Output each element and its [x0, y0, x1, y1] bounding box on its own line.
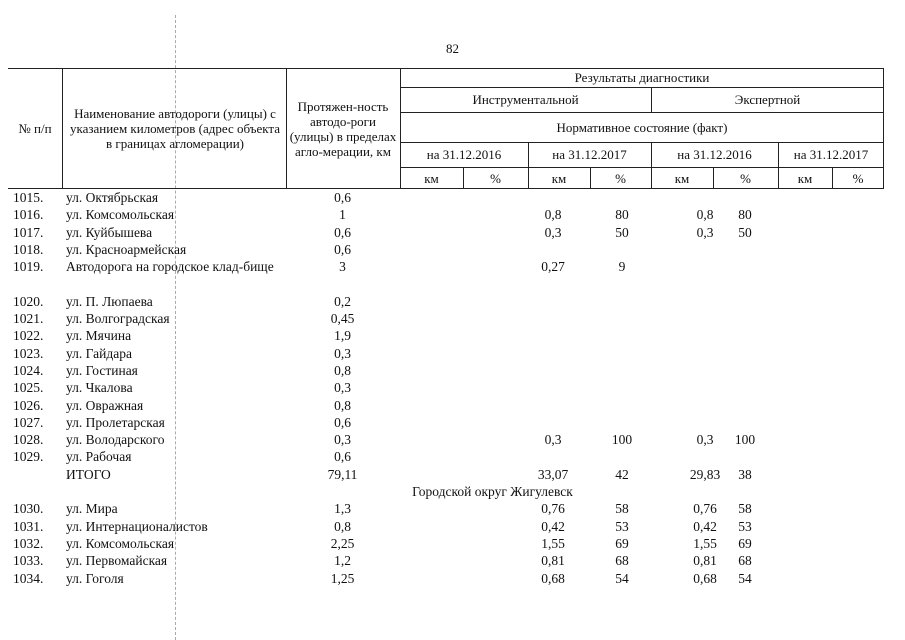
table-row — [0, 414, 905, 431]
row-expert-pct: 53 — [738, 518, 752, 534]
table-row — [0, 241, 905, 258]
row-instr-km: 0,3 — [544, 432, 562, 448]
row-number: 1019. — [13, 259, 44, 275]
row-instr-pct: 68 — [615, 553, 629, 569]
row-name: ул. Первомайская — [66, 553, 168, 569]
table-row — [0, 206, 905, 223]
row-length: 0,3 — [334, 380, 351, 396]
header-km: км — [674, 170, 690, 186]
header-date-2017-b: на 31.12.2017 — [793, 147, 869, 162]
row-instr-pct: 80 — [615, 207, 629, 223]
row-expert-pct: 69 — [738, 535, 752, 551]
table-row — [0, 189, 905, 206]
row-number: 1020. — [13, 293, 44, 309]
row-name: Автодорога на городское клад-бище — [66, 259, 274, 275]
row-length: 0,45 — [330, 311, 355, 327]
row-expert-km: 0,8 — [696, 207, 714, 223]
row-expert-km: 0,81 — [693, 553, 717, 569]
row-instr-km: 33,07 — [537, 466, 569, 482]
row-number: 1028. — [13, 432, 44, 448]
row-number: 1018. — [13, 241, 44, 257]
header-km: км — [424, 170, 439, 186]
row-length: 0,6 — [334, 449, 351, 465]
row-instr-km: 0,27 — [541, 259, 565, 275]
header-km: км — [551, 170, 567, 186]
header-km: км — [797, 170, 813, 186]
header-results: Результаты диагностики — [574, 70, 710, 85]
header-date-2017-a: на 31.12.2017 — [552, 147, 627, 162]
table-row — [0, 518, 905, 535]
row-expert-km: 29,83 — [689, 466, 721, 482]
row-number: 1017. — [13, 224, 44, 240]
table-header — [8, 68, 884, 188]
row-expert-pct: 54 — [738, 570, 752, 586]
row-expert-pct: 68 — [738, 553, 752, 569]
table-row — [0, 224, 905, 241]
row-number: 1023. — [13, 345, 44, 361]
row-number: 1030. — [13, 501, 44, 517]
row-name: ул. П. Люпаева — [66, 293, 153, 309]
table-row — [0, 327, 905, 344]
row-length: 0,6 — [334, 190, 351, 205]
table-row — [0, 362, 905, 379]
row-length: 0,8 — [334, 397, 351, 413]
row-name: ул. Овражная — [66, 397, 144, 413]
row-name: ИТОГО — [66, 466, 111, 482]
header-normative: Нормативное состояние (факт) — [556, 119, 728, 135]
row-length: 0,2 — [334, 293, 351, 309]
header-col-name: Наименование автодороги (улицы) с указанием километров (адрес объекта в границах агломерации) — [69, 106, 281, 151]
row-number: 1022. — [13, 328, 44, 344]
page-number: 82 — [446, 41, 459, 56]
row-instr-pct: 9 — [618, 259, 626, 275]
row-instr-pct: 100 — [611, 432, 633, 448]
row-number: 1034. — [13, 570, 44, 586]
header-col-length: Протяжен-ность автодо-роги (улицы) в пределах агло-мерации, км — [289, 98, 397, 159]
row-name: ул. Чкалова — [66, 380, 133, 396]
section-title: Городской округ Жигулевск — [412, 484, 573, 500]
row-expert-pct: 58 — [738, 501, 752, 517]
table-row — [0, 552, 905, 569]
row-instr-pct: 69 — [615, 535, 629, 551]
header-pct: % — [615, 170, 626, 186]
row-length: 0,6 — [334, 224, 351, 240]
row-expert-km: 0,68 — [693, 570, 717, 586]
table-row — [0, 310, 905, 327]
row-length: 0,3 — [334, 345, 351, 361]
row-instr-pct: 58 — [615, 501, 629, 517]
header-date-2016-b: на 31.12.2016 — [677, 147, 752, 162]
row-length: 1 — [339, 207, 346, 223]
row-length: 0,6 — [334, 414, 351, 430]
row-instr-km: 0,68 — [541, 570, 565, 586]
row-number: 1024. — [13, 362, 44, 378]
row-expert-km: 0,3 — [696, 224, 714, 240]
row-length: 1,25 — [330, 570, 355, 586]
row-instr-km: 0,3 — [544, 224, 562, 240]
row-number: 1029. — [13, 449, 44, 465]
table-row — [0, 431, 905, 448]
row-length: 1,3 — [334, 501, 351, 517]
row-name: ул. Октябрьская — [66, 190, 159, 205]
row-name: ул. Комсомольская — [66, 535, 175, 551]
header-pct: % — [490, 170, 501, 186]
header-pct: % — [740, 170, 751, 186]
table-row — [0, 258, 905, 293]
row-length: 0,6 — [334, 241, 351, 257]
table-row — [0, 570, 905, 587]
row-length: 0,8 — [334, 518, 351, 534]
header-date-2016-a: на 31.12.2016 — [426, 147, 502, 162]
row-instr-km: 1,55 — [541, 535, 565, 551]
row-instr-km: 0,8 — [544, 207, 562, 223]
row-name: ул. Интернационалистов — [66, 518, 208, 534]
row-expert-km: 0,3 — [696, 432, 714, 448]
row-expert-pct: 38 — [738, 466, 752, 482]
row-name: ул. Рабочая — [66, 449, 132, 465]
row-instr-km: 0,81 — [541, 553, 565, 569]
row-number: 1016. — [13, 207, 44, 223]
row-length: 1,2 — [334, 553, 351, 569]
row-instr-pct: 42 — [615, 466, 629, 482]
table-row — [0, 345, 905, 362]
row-length: 2,25 — [330, 535, 355, 551]
row-length: 1,9 — [334, 328, 351, 344]
table-row — [0, 500, 905, 517]
row-number: 1025. — [13, 380, 44, 396]
row-number: 1027. — [13, 414, 44, 430]
table-row — [0, 535, 905, 552]
row-expert-pct: 50 — [738, 224, 752, 240]
row-length: 79,11 — [327, 466, 358, 482]
row-length: 0,3 — [334, 432, 351, 448]
row-number: 1026. — [13, 397, 44, 413]
header-expert: Экспертной — [734, 92, 801, 107]
row-instr-km: 0,76 — [541, 501, 565, 517]
row-name: ул. Володарского — [66, 432, 165, 448]
row-name: ул. Гоголя — [66, 570, 124, 586]
table-row — [0, 397, 905, 414]
row-expert-km: 0,76 — [693, 501, 717, 517]
row-number: 1021. — [13, 311, 44, 327]
row-name: ул. Мира — [66, 501, 118, 517]
header-instrumental: Инструментальной — [472, 92, 579, 107]
header-pct: % — [852, 170, 864, 186]
row-expert-pct: 100 — [734, 432, 756, 448]
table-row — [0, 466, 905, 483]
row-name: ул. Гостиная — [66, 362, 138, 378]
header-col-number: № п/п — [18, 121, 52, 136]
row-name: ул. Гайдара — [66, 345, 132, 361]
row-name: ул. Комсомольская — [66, 207, 175, 223]
row-length: 0,8 — [334, 362, 351, 378]
table-row — [0, 293, 905, 310]
row-number: 1015. — [13, 190, 44, 205]
table-row — [0, 379, 905, 396]
row-instr-km: 0,42 — [541, 518, 565, 534]
row-number: 1031. — [13, 518, 44, 534]
row-instr-pct: 53 — [615, 518, 629, 534]
row-name: ул. Волгоградская — [66, 311, 170, 327]
row-length: 3 — [339, 259, 346, 275]
row-number: 1032. — [13, 535, 44, 551]
row-instr-pct: 50 — [615, 224, 629, 240]
table-row — [0, 448, 905, 465]
row-expert-km: 1,55 — [693, 535, 717, 551]
row-name: ул. Мячина — [66, 328, 132, 344]
row-name: ул. Пролетарская — [66, 414, 165, 430]
table-body — [0, 189, 905, 587]
row-expert-pct: 80 — [738, 207, 752, 223]
row-number: 1033. — [13, 553, 44, 569]
row-name: ул. Красноармейская — [66, 241, 187, 257]
row-expert-km: 0,42 — [693, 518, 717, 534]
row-instr-pct: 54 — [615, 570, 629, 586]
row-name: ул. Куйбышева — [66, 224, 153, 240]
